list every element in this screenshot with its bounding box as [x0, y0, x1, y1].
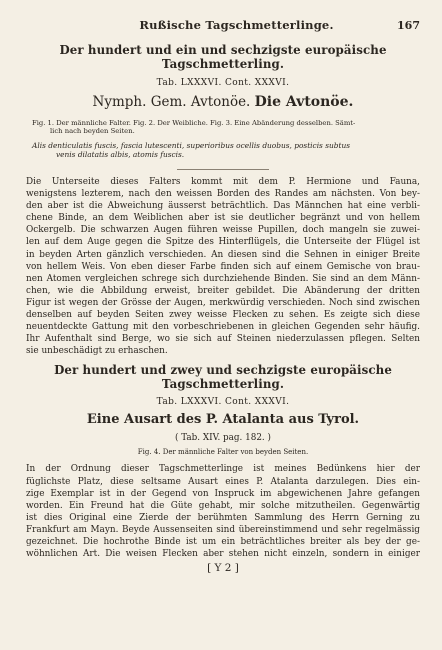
section2-paragraph — [26, 463, 420, 560]
paragraph-line: ist dies Original eine Zierde der berühmten Sammlung des Herrn Gerning zu — [26, 512, 420, 523]
paragraph-line: wöhnlichen Art. Die weisen Flecken aber stehen nicht einzeln, sondern in einiger — [26, 549, 420, 560]
figure-legend-line: Fig. 1. Der männliche Falter. Fig. 2. Der Weibliche. Fig. 3. Eine Abänderung desselben. Sämt- — [32, 119, 356, 127]
section1-heading: Der hundert und ein und sechzigste europäische Tagschmetterling. — [59, 43, 387, 71]
paragraph-line: chene Binde, an dem Weiblichen aber ist sie deutlicher begränzt und von hellem — [26, 213, 420, 224]
section2-heading: Der hundert und zwey und sechzigste europäische Tagschmetterling. — [54, 363, 392, 392]
page-number: 167 — [397, 19, 420, 32]
paragraph-line: gezeichnet. Die hochrothe Binde ist um ein beträchtliches breiter als bey der ge- — [26, 536, 420, 547]
species-german-name: Die Avtonöe. — [254, 94, 354, 110]
latin-diagnosis-line: venis dilatatis albis, atomis fuscis. — [56, 150, 185, 160]
running-header — [26, 18, 420, 32]
signature-mark: [ Y 2 ] — [207, 562, 239, 575]
paragraph-line: den aber ist die Abweichung äusserst beträchtlich. Das Männchen hat eine verbli- — [26, 201, 420, 212]
section2-tab-line: Tab. LXXXVI. Cont. XXXVI. — [156, 397, 290, 408]
section2-species-title: Eine Ausart des P. Atalanta aus Tyrol. — [86, 412, 360, 428]
species-latin-name: Nymph. Gem. Avtonöe. — [92, 94, 251, 110]
paragraph-line: neuentdeckte Gattung mit den vorbeschriebenen in gleichen Gegenden sehr häufig. — [26, 322, 420, 333]
divider — [177, 169, 269, 170]
latin-diagnosis — [26, 142, 420, 160]
section1-paragraph — [26, 176, 420, 357]
paragraph-line: zige Exemplar ist in der Gegend von Inspruck im abgewichenen Jahre gefangen — [26, 488, 420, 499]
paragraph-line: füglichste Platz, diese seltsame Ausart eines P. Atalanta darzulegen. Dies ein- — [26, 476, 420, 487]
running-title: Rußische Tagschmetterlinge. — [139, 18, 334, 32]
paragraph-line: von hellem Weis. Von eben dieser Farbe finden sich auf einem Gemische von brau- — [26, 261, 420, 272]
section1-tab-line: Tab. LXXXVI. Cont. XXXVI. — [156, 78, 290, 88]
paragraph-line: wenigstens lezterem, nach den weissen Borden des Randes am nächsten. Von bey- — [26, 189, 420, 200]
paragraph-line: Ihr Aufenthalt sind Berge, wo sie sich auf Steinen niederzulassen pflegen. Selten — [26, 334, 420, 345]
paragraph-line: sie unbeschädigt zu erhaschen. — [26, 346, 168, 357]
paragraph-line: denselben auf beyden Seiten zwey weisse Flecken zu sehen. Es zeigte sich diese — [26, 310, 420, 321]
paragraph-line: nen Atomen vergleichen schrege sich durchziehende Binden. Sie sind an dem Männ- — [26, 273, 420, 284]
section2-reference: ( Tab. XIV. pag. 182. ) — [175, 433, 271, 444]
figure-legend — [26, 119, 420, 135]
paragraph-line: in beyden Arten gänzlich verschieden. An diesen sind die Sehnen in einiger Breite — [26, 249, 420, 260]
paragraph-line: chen, wie die Abbildung erweist, breiter gebildet. Die Abänderung der dritten — [26, 285, 420, 296]
section2-figure-caption: Fig. 4. Der männliche Falter von beyden Seiten. — [137, 448, 309, 457]
paragraph-line: worden. Ein Freund hat die Güte gehabt, mir solche mitzutheilen. Gegenwärtig — [26, 500, 420, 511]
paragraph-line: Frankfurt am Mayn. Beyde Aussenseiten sind übereinstimmend und sehr regelmässig — [26, 524, 420, 535]
paragraph-line: In der Ordnung dieser Tagschmetterlinge ist meines Bedünkens hier der — [26, 464, 420, 475]
figure-legend-line: lich nach beyden Seiten. — [50, 127, 135, 136]
section1-species-title — [26, 94, 420, 110]
paragraph-line: Ockergelb. Die schwarzen Augen führen weisse Pupillen, doch mangeln sie zuwei- — [26, 225, 420, 236]
paragraph-line: len auf dem Auge gegen die Spitze des Hinterflügels, die Unterseite der Flügel ist — [26, 237, 420, 248]
paragraph-line: Die Unterseite dieses Falters kommt mit dem P. Hermione und Fauna, — [26, 177, 420, 187]
latin-diagnosis-line: Alis denticulatis fuscis, fascia lutescenti, superioribus ocellis duobus, posticis subtus — [32, 141, 350, 151]
paragraph-line: Figur ist wegen der Grösse der Augen, merkwürdig verschieden. Noch sind zwischen — [26, 297, 420, 308]
